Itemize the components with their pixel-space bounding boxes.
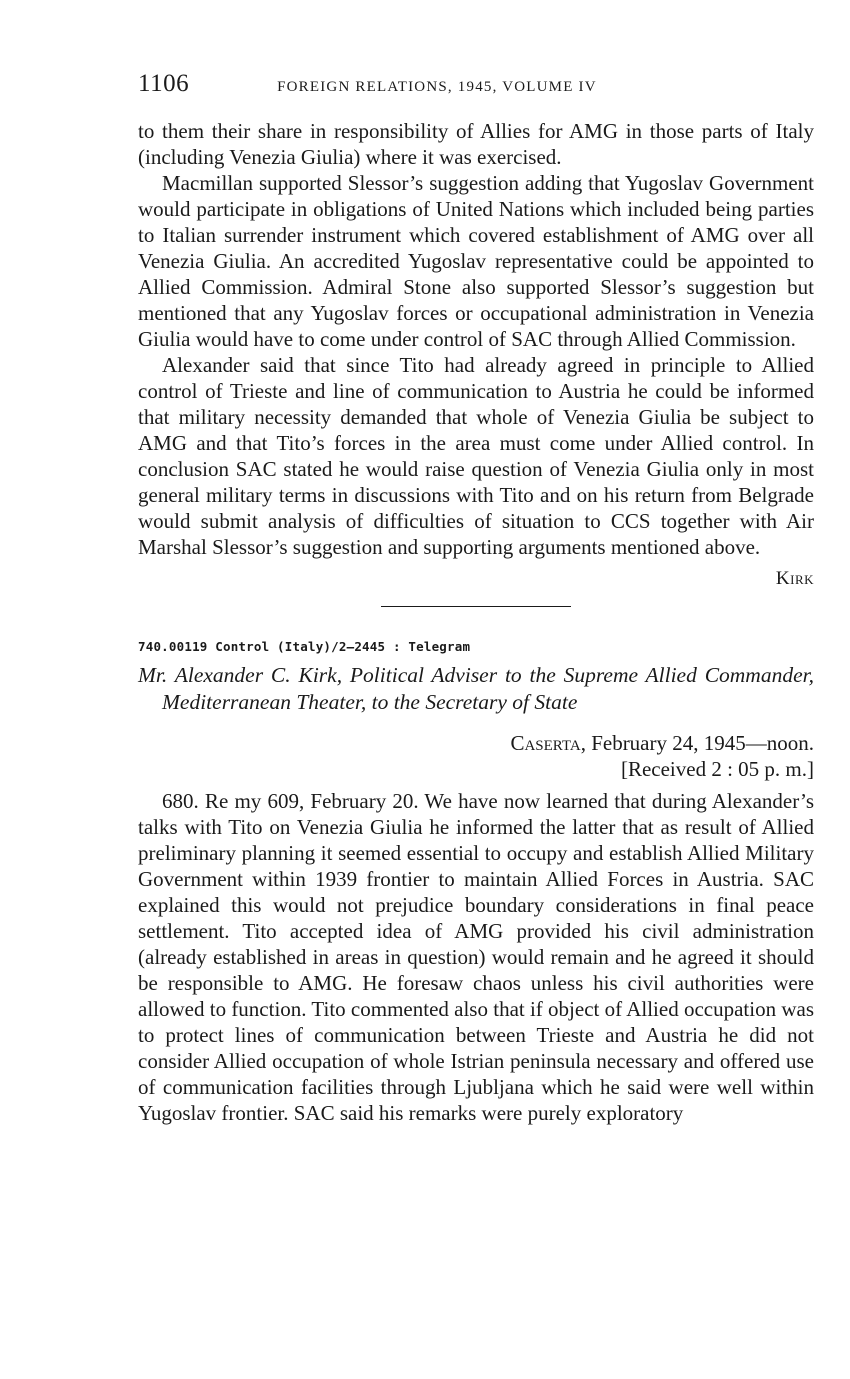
running-head [138, 70, 814, 104]
paragraph-macmillan: Macmillan supported Slessor’s suggestion adding that Yugoslav Government would participate in obligations of United Nations which included being parties to Italian surrender instrument which covered establishment of AMG over all Venezia Giulia. An accredited Yugoslav representative could be appointed to Allied Commission. Admiral Stone also supported Slessor’s suggestion but mentioned that any Yugoslav forces or occupational administration in Venezia Giulia would have to come under control of SAC through Allied Commission. [138, 171, 814, 351]
page-number: 1106 [138, 70, 190, 97]
document-heading: Mr. Alexander C. Kirk, Political Adviser to the Supreme Allied Commander, Mediterranean Theater, to the Secretary of State [138, 663, 814, 714]
dateline-place: Caserta [510, 731, 581, 755]
file-reference: 740.00119 Control (Italy)/2–2445 : Telegram [138, 639, 471, 654]
section-divider [381, 606, 571, 607]
document-page [138, 70, 814, 1126]
running-title: FOREIGN RELATIONS, 1945, VOLUME IV [277, 79, 597, 95]
paragraph-alexander: Alexander said that since Tito had already agreed in principle to Allied control of Trieste and line of communication to Austria he could be informed that military necessity demanded that whole of Venezia Giulia be subject to AMG and that Tito’s forces in the area must come under Allied control. In conclusion SAC stated he would raise question of Venezia Giulia only in most general military terms in discussions with Tito and on his return from Belgrade would submit analysis of difficulties of situation to CCS together with Air Marshal Slessor’s suggestion and supporting arguments mentioned above. [138, 353, 814, 559]
paragraph-continuation: to them their share in responsibility of Allies for AMG in those parts of Italy (including Venezia Giulia) where it was exercised. [138, 119, 814, 169]
dateline-date: , February 24, 1945—noon. [580, 731, 814, 755]
received-note: [Received 2 : 05 p. m.] [620, 757, 814, 781]
telegram-text: 680. Re my 609, February 20. We have now learned that during Alexander’s talks with Tito on Venezia Giulia he informed the latter that as result of Allied preliminary planning it seemed essential to occupy and establish Allied Military Government within 1939 frontier to maintain Allied Forces in Austria. SAC explained this would not prejudice boundary considerations in final peace settlement. Tito accepted idea of AMG provided his civil administration (already established in areas in question) would remain and he agreed it should be responsible to AMG. He foresaw chaos unless his civil authorities were allowed to function. Tito commented also that if object of Allied occupation was to protect lines of communication between Trieste and Austria he did not consider Allied occupation of whole Istrian peninsula necessary and offered use of communication facilities through Ljubljana which he said were well within Yugoslav frontier. SAC said his remarks were purely exploratory [138, 789, 814, 1125]
signature: Kirk [775, 568, 814, 589]
dateline [138, 730, 814, 756]
